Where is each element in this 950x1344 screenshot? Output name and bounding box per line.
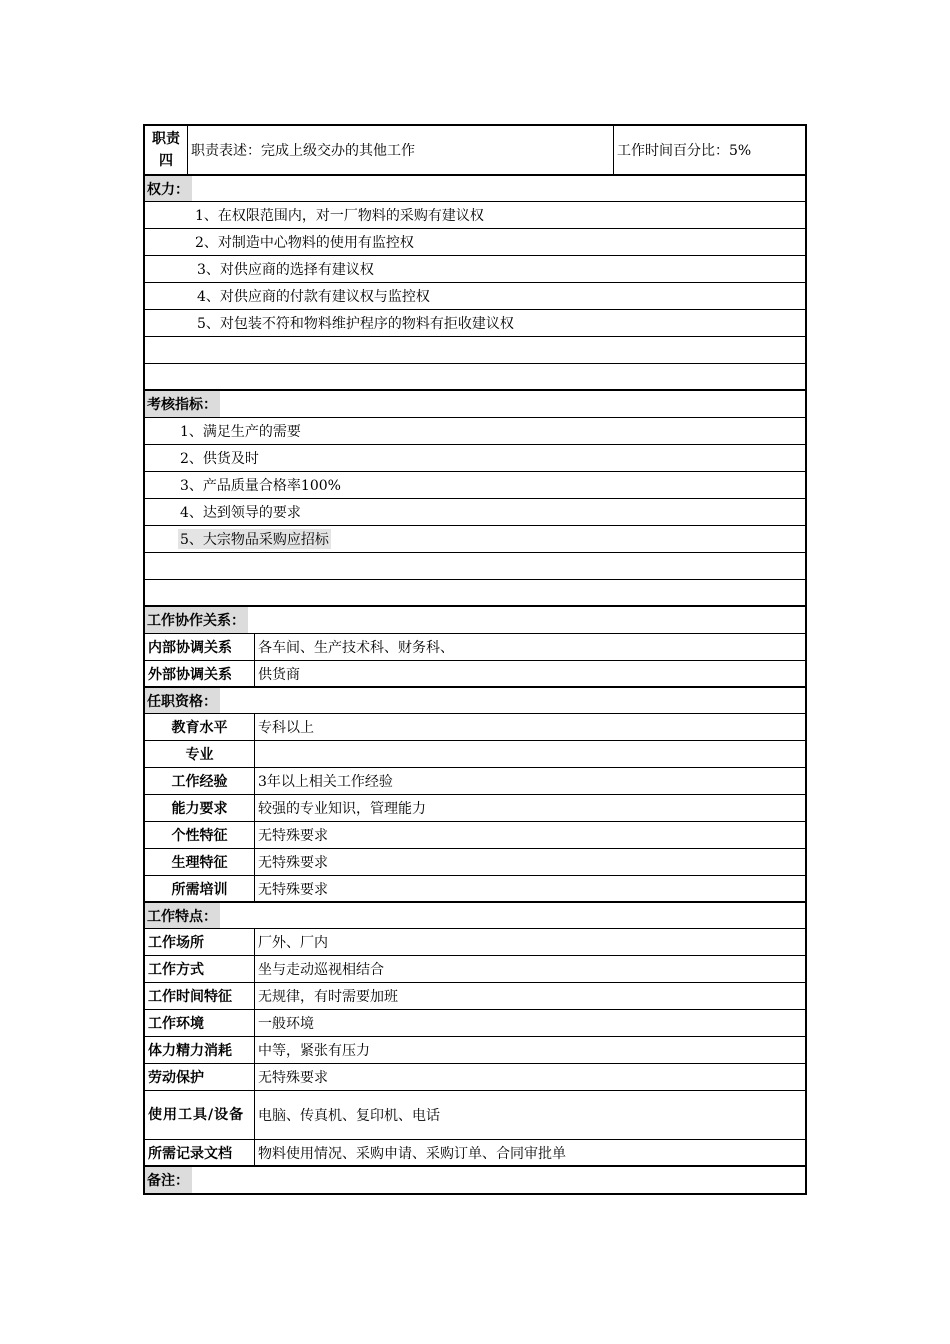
authority-item-2: 2、对制造中心物料的使用有监控权 [195, 235, 414, 251]
authority-item [145, 229, 805, 256]
experience-label: 工作经验 [145, 768, 255, 794]
authority-item-5: 5、对包装不符和物料维护程序的物料有拒收建议权 [197, 316, 514, 332]
major-value [255, 741, 805, 767]
tools-label: 使用工具/设备 [145, 1091, 255, 1139]
qualification-row [145, 795, 805, 822]
authority-item [145, 283, 805, 310]
authority-header-row [145, 176, 805, 202]
feature-row [145, 1064, 805, 1091]
qualifications-title: 任职资格： [145, 688, 220, 713]
ability-value: 较强的专业知识，管理能力 [258, 801, 426, 817]
blank-row [145, 553, 805, 580]
experience-value: 3年以上相关工作经验 [258, 774, 393, 790]
duty-time-percent: 工作时间百分比：5% [617, 143, 752, 159]
external-relation-label: 外部协调关系 [145, 661, 255, 686]
duty-label-line2: 四 [159, 153, 173, 169]
kpi-item [145, 418, 805, 445]
qualification-row [145, 741, 805, 768]
environment-value: 一般环境 [258, 1016, 314, 1032]
qualification-row [145, 849, 805, 876]
features-header-row [145, 903, 805, 929]
tools-value: 电脑、传真机、复印机、电话 [258, 1108, 440, 1124]
kpi-item [145, 445, 805, 472]
internal-relation-label: 内部协调关系 [145, 634, 255, 660]
workplace-label: 工作场所 [145, 929, 255, 955]
external-relation-value: 供货商 [258, 666, 300, 683]
kpi-item [145, 472, 805, 499]
authority-item [145, 202, 805, 229]
kpi-item [145, 526, 805, 553]
duty-label-line1: 职责 [152, 131, 180, 147]
major-label: 专业 [145, 741, 255, 767]
job-description-table [143, 124, 807, 1195]
kpi-item-4: 4、达到领导的要求 [180, 505, 301, 521]
kpi-item-3: 3、产品质量合格率100% [180, 478, 341, 494]
qualifications-header-row [145, 688, 805, 714]
training-label: 所需培训 [145, 876, 255, 901]
duty-description: 职责表述：完成上级交办的其他工作 [188, 126, 614, 174]
workplace-value: 厂外、厂内 [258, 935, 328, 951]
environment-label: 工作环境 [145, 1010, 255, 1036]
kpi-item-1: 1、满足生产的需要 [180, 424, 301, 440]
blank-row [145, 337, 805, 364]
feature-row [145, 983, 805, 1010]
kpi-title: 考核指标： [145, 391, 220, 417]
feature-row [145, 1140, 805, 1167]
education-label: 教育水平 [145, 714, 255, 740]
qualification-row [145, 768, 805, 795]
authority-item-4: 4、对供应商的付款有建议权与监控权 [197, 289, 430, 305]
work-time-value: 无规律，有时需要加班 [258, 989, 398, 1005]
duty-label [145, 126, 188, 174]
ability-label: 能力要求 [145, 795, 255, 821]
relations-row-external [145, 661, 805, 688]
training-value: 无特殊要求 [258, 881, 328, 898]
features-title: 工作特点： [145, 903, 220, 928]
authority-item [145, 310, 805, 337]
kpi-header-row [145, 391, 805, 418]
energy-label: 体力精力消耗 [145, 1037, 255, 1063]
blank-row [145, 580, 805, 607]
qualification-row [145, 822, 805, 849]
physiology-value: 无特殊要求 [258, 855, 328, 871]
protection-label: 劳动保护 [145, 1064, 255, 1090]
internal-relation-value: 各车间、生产技术科、财务科、 [258, 640, 454, 656]
kpi-item-5: 5、大宗物品采购应招标 [178, 529, 331, 549]
feature-row [145, 1037, 805, 1064]
work-time-label: 工作时间特征 [145, 983, 255, 1009]
duty-row [145, 126, 805, 176]
physiology-label: 生理特征 [145, 849, 255, 875]
feature-row [145, 929, 805, 956]
work-mode-label: 工作方式 [145, 956, 255, 982]
remarks-row [145, 1167, 805, 1193]
feature-row [145, 1010, 805, 1037]
work-mode-value: 坐与走动巡视相结合 [258, 962, 384, 978]
energy-value: 中等，紧张有压力 [258, 1043, 370, 1059]
relations-title: 工作协作关系： [145, 607, 248, 633]
kpi-item [145, 499, 805, 526]
protection-value: 无特殊要求 [258, 1070, 328, 1086]
kpi-item-2: 2、供货及时 [180, 451, 259, 467]
remarks-title: 备注： [145, 1167, 192, 1193]
relations-row-internal [145, 634, 805, 661]
personality-value: 无特殊要求 [258, 828, 328, 844]
records-label: 所需记录文档 [145, 1140, 255, 1165]
relations-header-row [145, 607, 805, 634]
qualification-row [145, 714, 805, 741]
feature-row [145, 956, 805, 983]
authority-item [145, 256, 805, 283]
feature-row [145, 1091, 805, 1140]
authority-item-3: 3、对供应商的选择有建议权 [197, 262, 374, 278]
qualification-row [145, 876, 805, 903]
education-value: 专科以上 [258, 720, 314, 736]
authority-title: 权力： [145, 176, 192, 201]
personality-label: 个性特征 [145, 822, 255, 848]
blank-row [145, 364, 805, 391]
authority-item-1: 1、在权限范围内，对一厂物料的采购有建议权 [195, 208, 484, 224]
records-value: 物料使用情况、采购申请、采购订单、合同审批单 [258, 1145, 566, 1162]
